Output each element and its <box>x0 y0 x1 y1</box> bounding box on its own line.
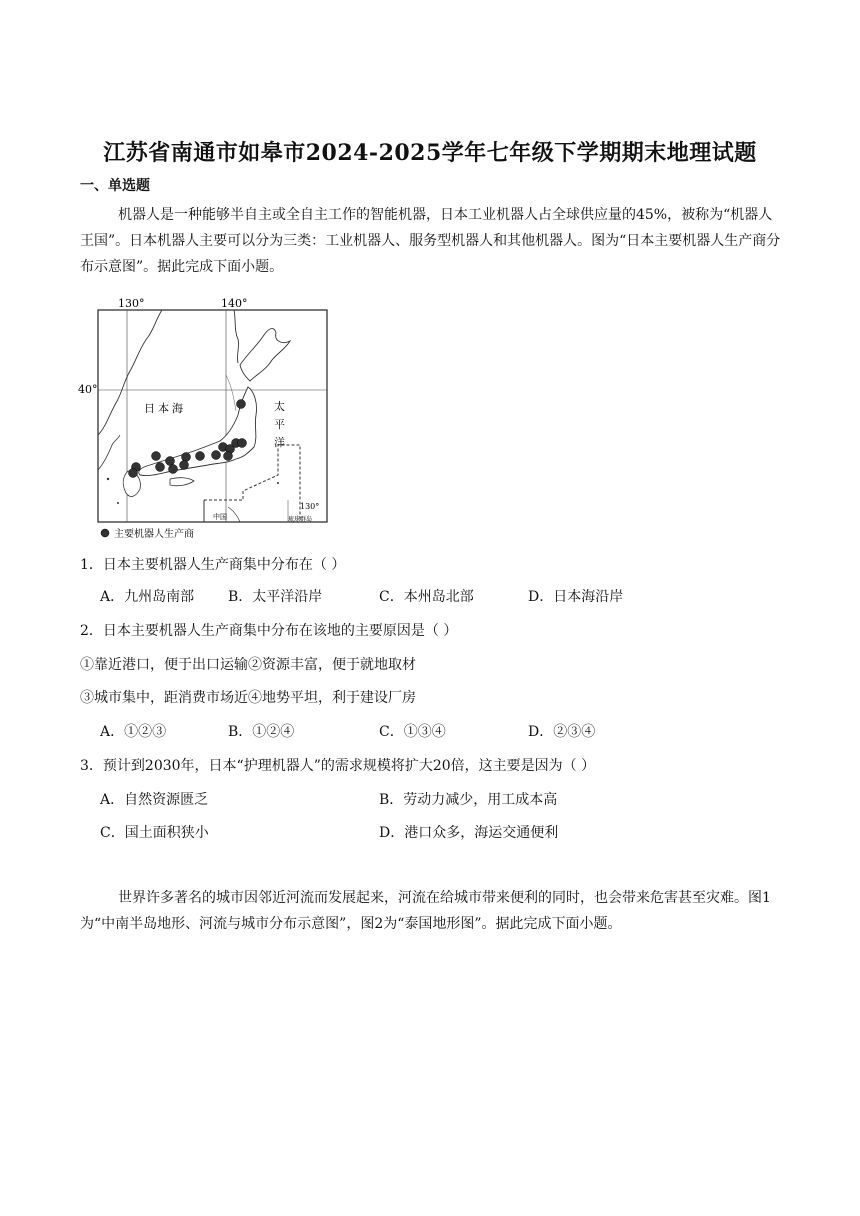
ocean-char-1: 太 <box>274 400 285 413</box>
q1-option-c[interactable]: C．本州岛北部 <box>379 589 474 605</box>
manufacturer-marker <box>129 469 138 478</box>
q2-statement-line-2: ③城市集中，距消费市场近④地势平坦，利于建设厂房 <box>80 690 416 706</box>
ocean-char-3: 洋 <box>274 436 285 449</box>
question-3-stem: 3．预计到2030年，日本“护理机器人”的需求规模将扩大20倍，这主要是因为（ ） <box>80 758 596 774</box>
q2-statement-line-1: ①靠近港口，便于出口运输②资源丰富，便于就地取材 <box>80 657 416 673</box>
manufacturer-marker <box>169 465 178 474</box>
q3-option-a[interactable]: A．自然资源匮乏 <box>100 792 209 808</box>
sea-label: 日本海 <box>144 402 186 415</box>
intro-text-1: 机器人是一种能够半自主或全自主工作的智能机器，日本工业机器人占全球供应量的45%，被称为“机器人王国”。日本机器人主要可以分为三类：工业机器人、服务型机器人和其他机器人。图为“日本主要机器人生产商分布示意图”。据此完成下面小题。 <box>80 207 781 275</box>
question-2-stem: 2．日本主要机器人生产商集中分布在该地的主要原因是（ ） <box>80 623 458 639</box>
lat-label-40: 40° <box>78 383 98 396</box>
manufacturer-marker <box>212 451 221 460</box>
lon-label-140: 140° <box>221 297 248 310</box>
question-1-stem: 1．日本主要机器人生产商集中分布在（ ） <box>80 557 346 573</box>
inset-islands-label: 琉球群岛 <box>288 516 313 523</box>
manufacturer-marker <box>182 453 191 462</box>
q3-option-b[interactable]: B．劳动力减少，用工成本高 <box>379 792 558 808</box>
intro-text-2: 世界许多著名的城市因邻近河流而发展起来，河流在给城市带来便利的同时，也会带来危害甚至灾难。图1为“中南半岛地形、河流与城市分布示意图”，图2为“泰国地形图”。据此完成下面小题。 <box>80 890 771 932</box>
lon-label-130: 130° <box>118 297 145 310</box>
page-title: 江苏省南通市如皋市2024-2025学年七年级下学期期末地理试题 <box>103 140 757 166</box>
japan-robot-map <box>78 295 338 545</box>
q2-option-d[interactable]: D．②③④ <box>528 724 596 740</box>
manufacturer-marker <box>238 439 247 448</box>
q1-option-d[interactable]: D．日本海沿岸 <box>528 589 624 605</box>
manufacturer-marker <box>152 452 161 461</box>
inset-china-label: 中国 <box>213 513 227 521</box>
ocean-char-2: 平 <box>274 418 285 431</box>
q3-option-d[interactable]: D．港口众多，海运交通便利 <box>379 825 559 841</box>
section-heading: 一、单选题 <box>80 178 150 194</box>
q2-option-b[interactable]: B．①②④ <box>228 724 295 740</box>
manufacturer-marker <box>180 461 189 470</box>
manufacturer-marker <box>237 400 246 409</box>
q2-option-a[interactable]: A．①②③ <box>100 724 167 740</box>
inset-lon-label: 130° <box>300 502 320 511</box>
intro-paragraph-2 <box>80 885 785 937</box>
intro-paragraph-1 <box>80 202 785 280</box>
manufacturer-marker <box>166 457 175 466</box>
q2-option-c[interactable]: C．①③④ <box>379 724 446 740</box>
q1-option-a[interactable]: A．九州岛南部 <box>100 589 195 605</box>
manufacturer-marker <box>196 452 205 461</box>
manufacturer-marker <box>224 452 233 461</box>
q1-option-b[interactable]: B．太平洋沿岸 <box>228 589 323 605</box>
legend-label: 主要机器人生产商 <box>114 529 194 540</box>
legend-marker-icon <box>101 529 109 537</box>
q3-option-c[interactable]: C．国土面积狭小 <box>100 825 209 841</box>
manufacturer-marker <box>156 463 165 472</box>
